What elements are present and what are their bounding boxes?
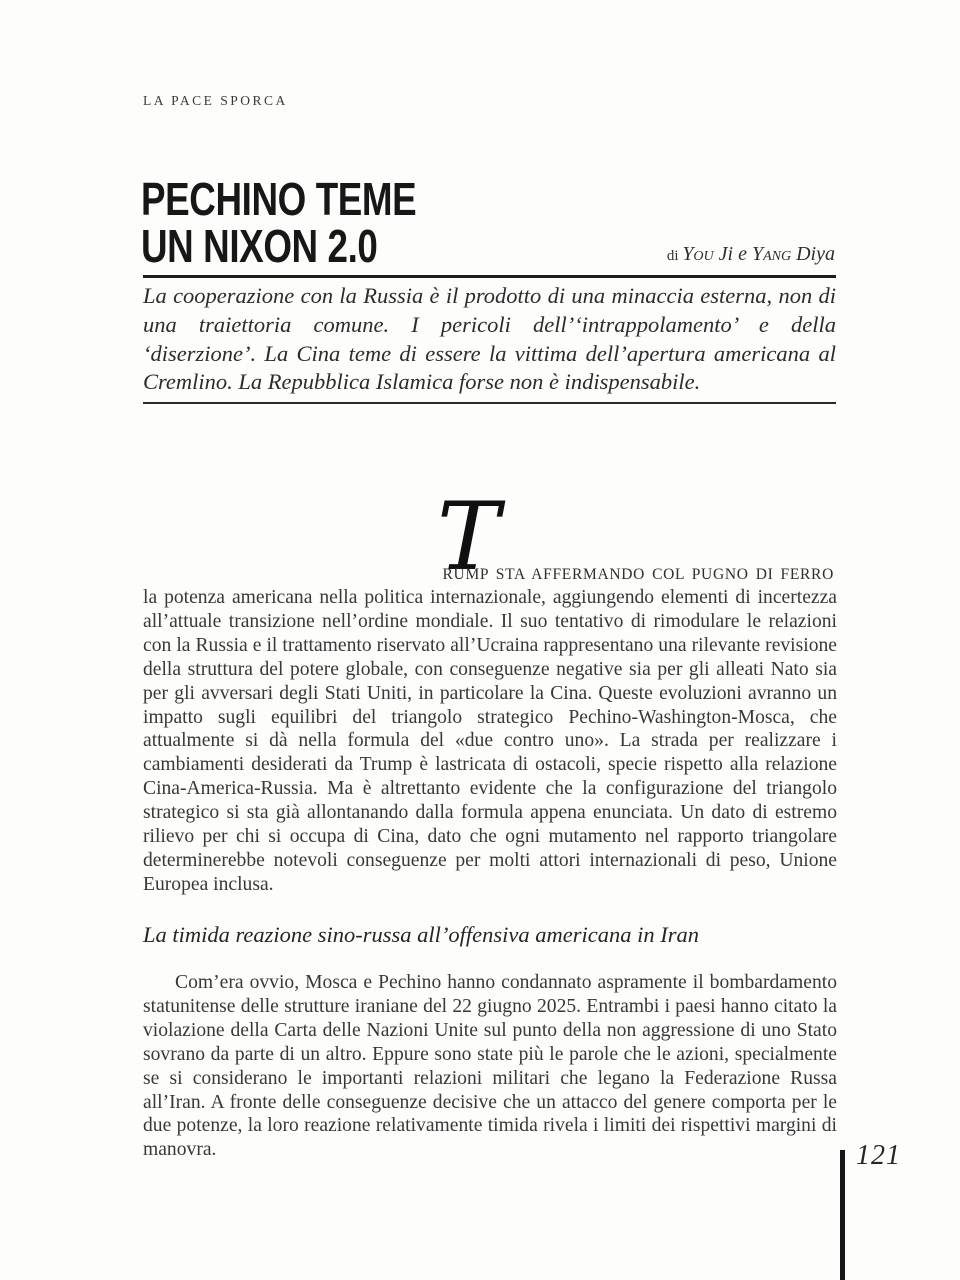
header-rule — [143, 275, 836, 278]
abstract-rule — [143, 402, 836, 404]
byline-conjunction: e — [733, 243, 752, 265]
running-head: LA PACE SPORCA — [143, 93, 288, 108]
abstract-text: La cooperazione con la Russia è il prodotto di una minaccia esterna, non di una traiettoria comune. I pericoli dell’‘intrappolamento’ e della ‘diserzione’. La Cina teme di essere la vittima dell’apertura americana al Cremlino. La Repubblica Islamica forse non è indispensabile. — [143, 283, 836, 395]
article-title — [141, 173, 417, 272]
drop-cap: T — [437, 483, 500, 592]
paragraph-1: la potenza americana nella politica internazionale, aggiungendo elementi di incertezza all’attuale transizione nell’ordine mondiale. Il suo tentativo di rimodulare le relazioni con la Russia e il trattamento riservato all’Ucraina rappresentano una rilevante revisione della struttura del potere globale, con conseguenze negative sia per gli alleati Nato sia per gli avversari degli Stati Uniti, in particolare la Cina. Queste evoluzioni avranno un impatto sugli equilibri del triangolo strategico Pechino-Washington-Mosca, che attualmente si dà nella formula del «due contro uno». La strada per realizzare i cambiamenti desiderati da Trump è lastricata di ostacoli, specie rispetto alla relazione Cina-America-Russia. Ma è altrettanto evidente che la configurazione del triangolo strategico si sta già allontanando dalla formula appena enunciata. Un dato di estremo rilievo per chi si occupa di Cina, dato che ogni mutamento nel rapporto triangolare determinerebbe notevoli conseguenze per molti attori internazionali di peso, Unione Europea inclusa. — [143, 587, 837, 895]
section-heading: La timida reazione sino-russa all’offensiva americana in Iran — [143, 922, 700, 947]
article-title-line1: PECHINO TEME — [141, 173, 417, 225]
paragraph-2: Com’era ovvio, Mosca e Pechino hanno condannato aspramente il bombardamento statunitense delle strutture iraniane del 22 giugno 2025. Entrambi i paesi hanno citato la violazione della Carta delle Nazioni Unite sul punto della non aggressione di uno Stato sovrano da parte di un altro. Eppure sono state più le parole che le azioni, specialmente se si considerano le importanti relazioni militari che legano la Federazione Russa all’Iran. A fronte delle conseguenze decisive che un attacco del genere comporta per le due potenze, la loro reazione relativamente timida rivela i limiti dei rispettivi margini di manovra. — [143, 972, 837, 1161]
article-title-line2: UN NIXON 2.0 — [141, 220, 378, 272]
byline-author1-name: Ji — [713, 243, 734, 265]
byline-prefix: di — [666, 248, 683, 264]
byline — [667, 243, 835, 266]
byline-author2-name: Diya — [791, 243, 835, 265]
folio-bar — [840, 1150, 845, 1280]
opening-small-caps: RUMP STA AFFERMANDO COL PUGNO DI FERRO — [442, 566, 834, 583]
opening-line — [143, 483, 836, 592]
page-number: 121 — [856, 1140, 901, 1171]
byline-author2-surname: Yang — [751, 243, 792, 265]
byline-author1-surname: You — [682, 243, 714, 265]
